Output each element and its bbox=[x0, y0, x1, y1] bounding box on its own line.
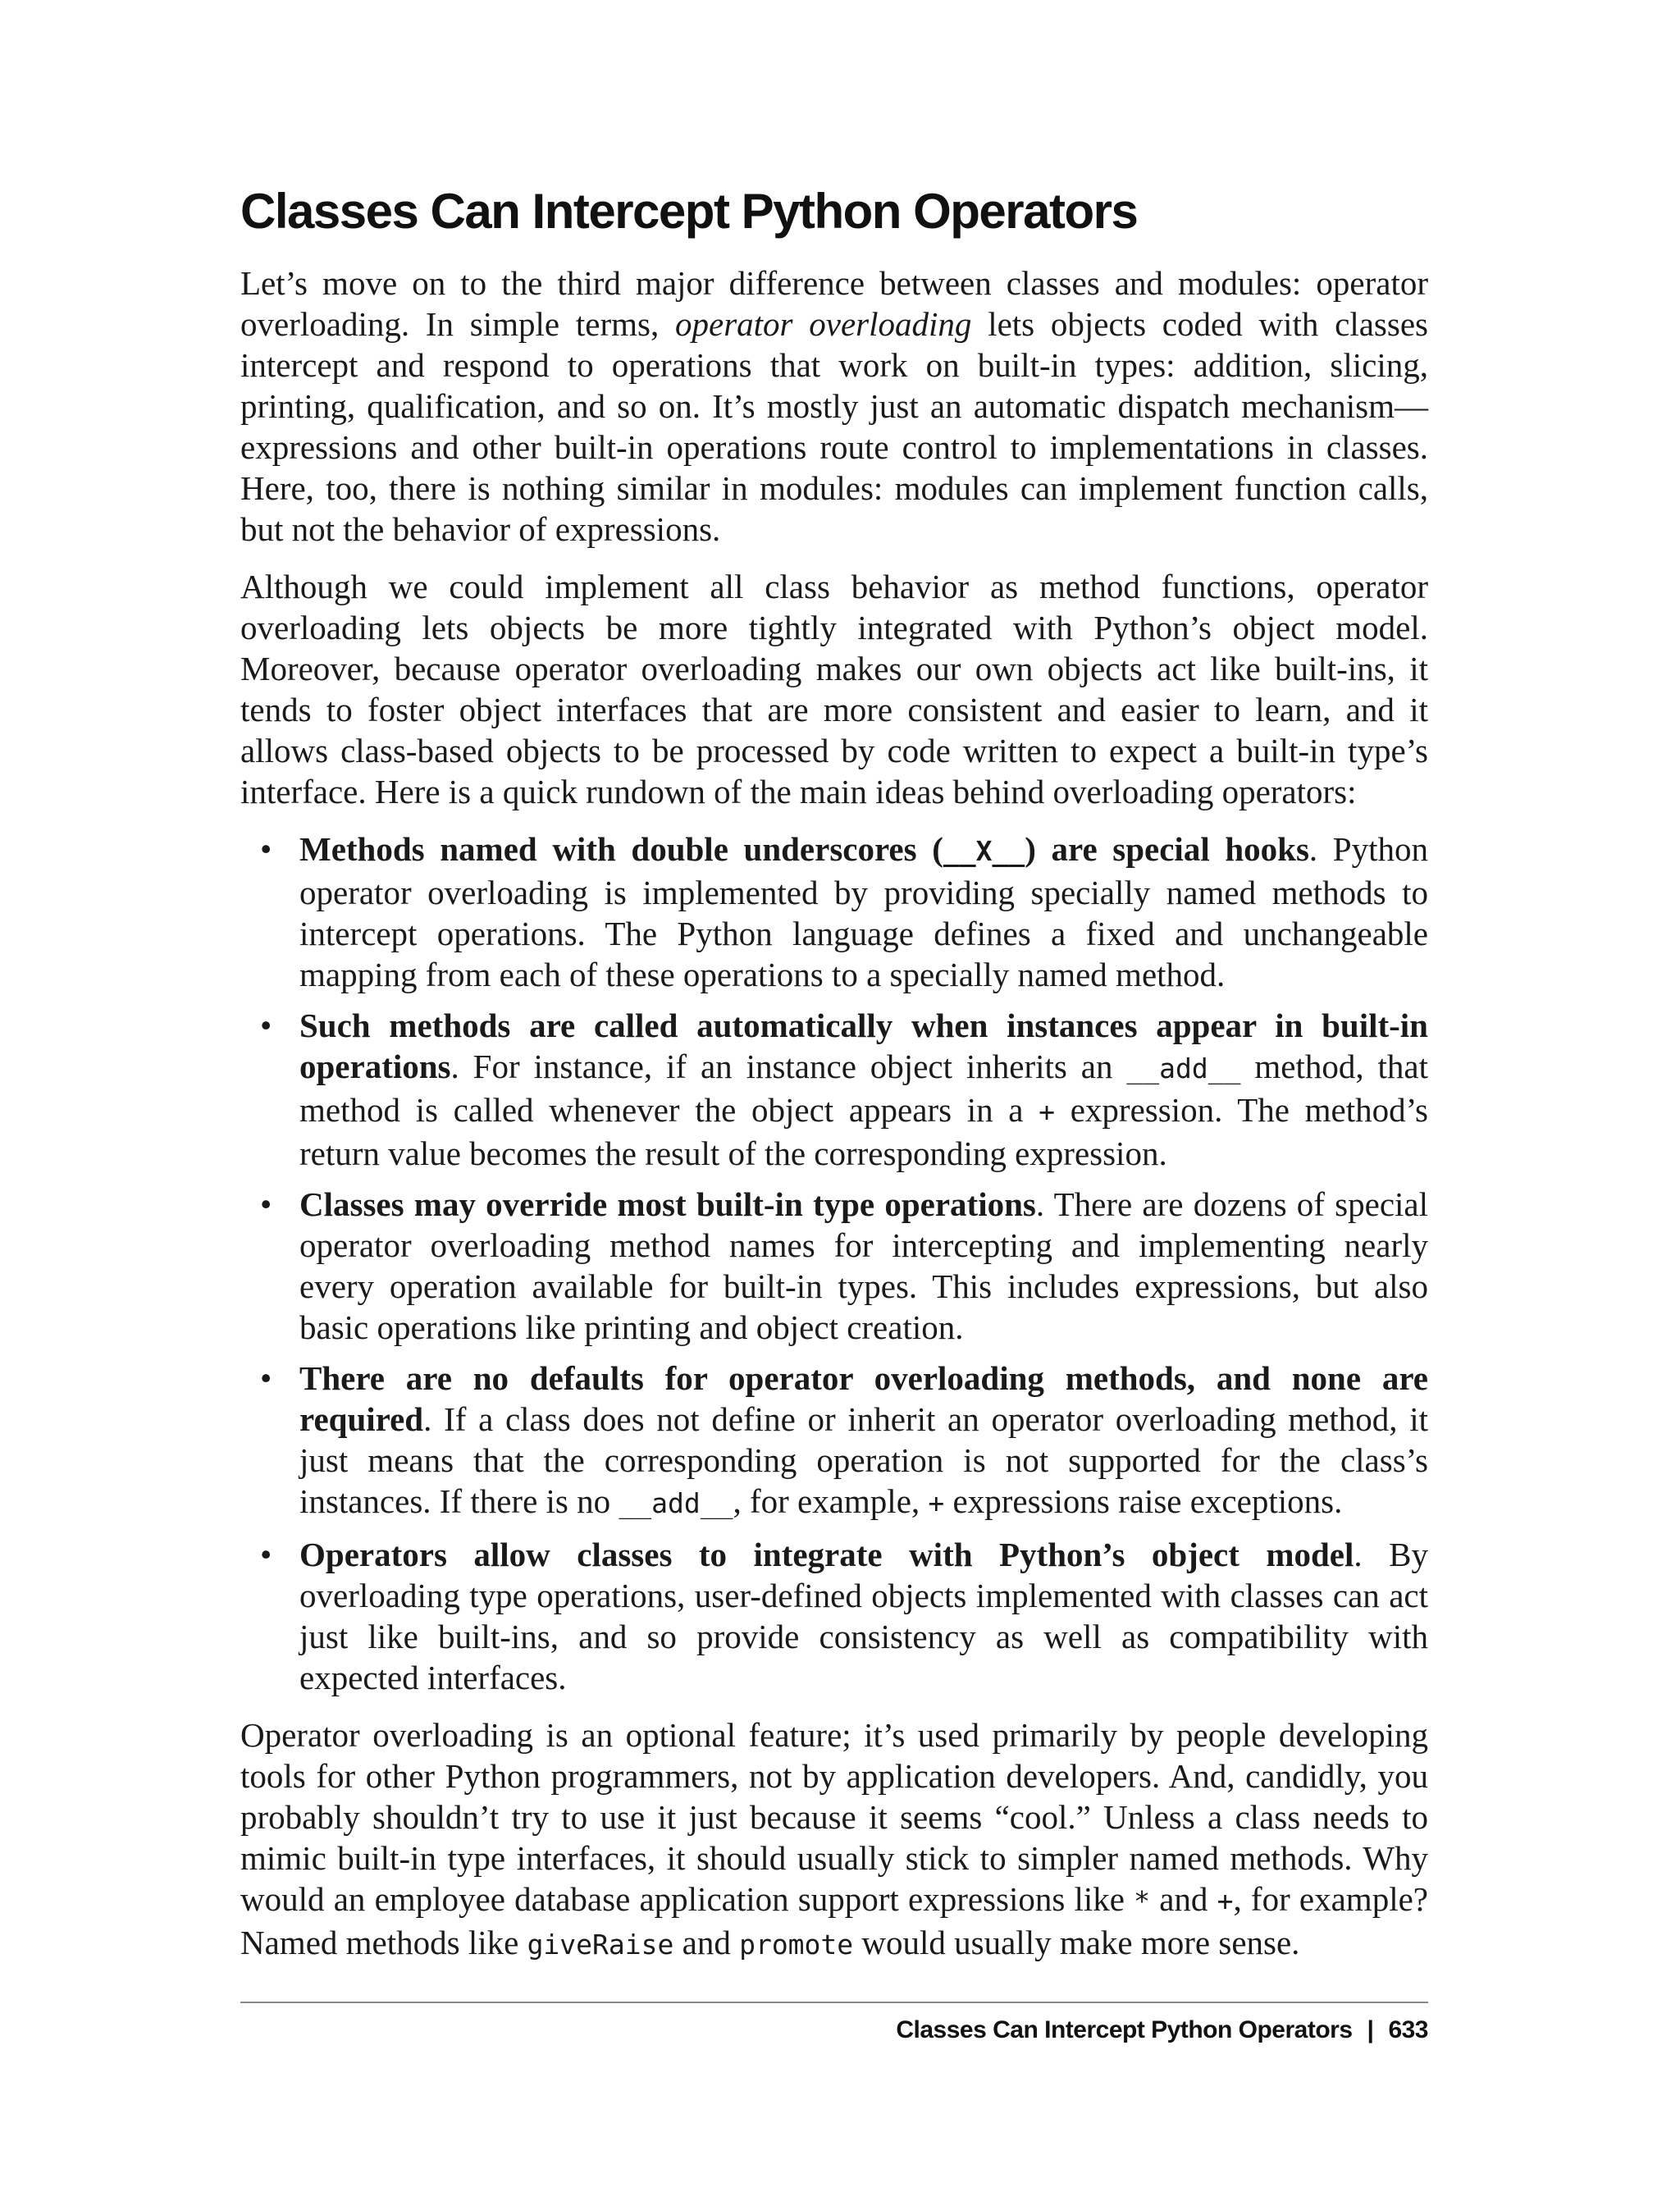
bullet-text: . Python operator overloading is implemented by providing specially named methods to intercept operations. The Python language defines a fixed and unchangeable mapping from each of these operations to a specially named method. bbox=[299, 830, 1428, 993]
inline-code: + bbox=[1217, 1885, 1234, 1917]
bullet-lead: Classes may override most built-in type operations bbox=[299, 1185, 1036, 1223]
bullet-text: . By overloading type operations, user-defined objects implemented with classes can act just like built-ins, and so provide consistency as well as compatibility with expected interfaces. bbox=[299, 1536, 1428, 1696]
bullet-icon: • bbox=[260, 830, 272, 868]
intro-text-2: lets objects coded with classes intercept and respond to operations that work on built-in types: addition, slicing, printing, qualification, and so on. It’s mostly just an automatic dispatch mechanism—expressions and other built-in operations route control to implementations in classes. Here, too, there is nothing similar in modules: modules can implement function calls, but not the behavior of expressions. bbox=[240, 305, 1428, 548]
bullet-item-override-operations bbox=[260, 1184, 1428, 1348]
intro-text-1: Let’s move on to the third major difference between classes and modules: operator overloading. In simple terms, bbox=[240, 264, 1428, 343]
inline-code: + bbox=[1039, 1096, 1056, 1128]
bullet-text: . If a class does not define or inherit an operator overloading method, it just means that the corresponding operation is not supported for the class’s instances. If there is no bbox=[299, 1400, 1428, 1520]
inline-code: promote bbox=[739, 1929, 854, 1961]
bullet-text: expression. The method’s return value becomes the result of the corresponding expression. bbox=[299, 1091, 1428, 1172]
running-footer-title: Classes Can Intercept Python Operators bbox=[896, 2016, 1353, 2043]
bullet-item-object-model bbox=[260, 1534, 1428, 1698]
bullet-icon: • bbox=[260, 1185, 272, 1223]
bullet-text: expressions raise exceptions. bbox=[944, 1482, 1343, 1520]
intro-paragraph bbox=[240, 262, 1428, 550]
final-paragraph: Operator overloading is an optional feature; it’s used primarily by people developing tools for other Python programmers, not by application developers. And, candidly, you probably shouldn’t try to use it just because it seems “cool.” Unless a class needs to mimic built-in type interfaces, it should usually stick to simpler named methods. Why would an employee database application support expressions like * and +, for example? Named methods like giveRaise and promote would usually make more sense. bbox=[240, 1716, 1428, 1961]
section-heading: Classes Can Intercept Python Operators bbox=[240, 184, 1138, 239]
bullet-text: . There are dozens of special operator overloading method names for intercepting and implementing nearly every operation available for built-in types. This includes expressions, but also basic operations like printing and object creation. bbox=[299, 1185, 1428, 1346]
bullet-text: . For instance, if an instance object inherits an bbox=[450, 1048, 1127, 1085]
bullet-list bbox=[240, 829, 1428, 1698]
inline-code: * bbox=[1134, 1885, 1151, 1917]
bullet-item-called-automatically bbox=[260, 1005, 1428, 1174]
inline-code: giveRaise bbox=[527, 1929, 674, 1961]
bullet-item-no-defaults bbox=[260, 1358, 1428, 1524]
bullet-icon: • bbox=[260, 1359, 272, 1397]
bullet-icon: • bbox=[260, 1536, 272, 1573]
bullet-lead: Operators allow classes to integrate with Python’s object model bbox=[299, 1536, 1354, 1573]
bullet-icon: • bbox=[260, 1007, 272, 1044]
footer-separator: | bbox=[1367, 2016, 1374, 2043]
inline-code: __add__ bbox=[1126, 1052, 1241, 1084]
bullet-lead: There are no defaults for operator overloading methods, and none are required bbox=[299, 1359, 1428, 1438]
bullet-lead: Such methods are called automatically when instances appear in built-in operations bbox=[299, 1007, 1428, 1085]
inline-code: __X__ bbox=[943, 835, 1025, 867]
second-paragraph: Although we could implement all class behavior as method functions, operator overloading lets objects be more tightly integrated with Python’s object model. Moreover, because operator overloading makes our own objects act like built-ins, it tends to foster object interfaces that are more consistent and easier to learn, and it allows class-based objects to be processed by code written to expect a built-in type’s interface. Here is a quick rundown of the main ideas behind overloading operators: bbox=[240, 568, 1428, 810]
page-footer bbox=[240, 2002, 1428, 2051]
page-number: 633 bbox=[1388, 2016, 1428, 2043]
inline-code: __add__ bbox=[619, 1487, 733, 1519]
bullet-item-special-hooks bbox=[260, 829, 1428, 995]
intro-emphasis: operator overloading bbox=[675, 305, 972, 343]
bullet-lead: Methods named with double underscores (__X__) are special hooks bbox=[299, 830, 1309, 868]
bullet-text: , for example, bbox=[733, 1482, 929, 1520]
inline-code: + bbox=[928, 1487, 945, 1519]
bullet-text: method, that method is called whenever the object appears in a bbox=[299, 1048, 1428, 1129]
